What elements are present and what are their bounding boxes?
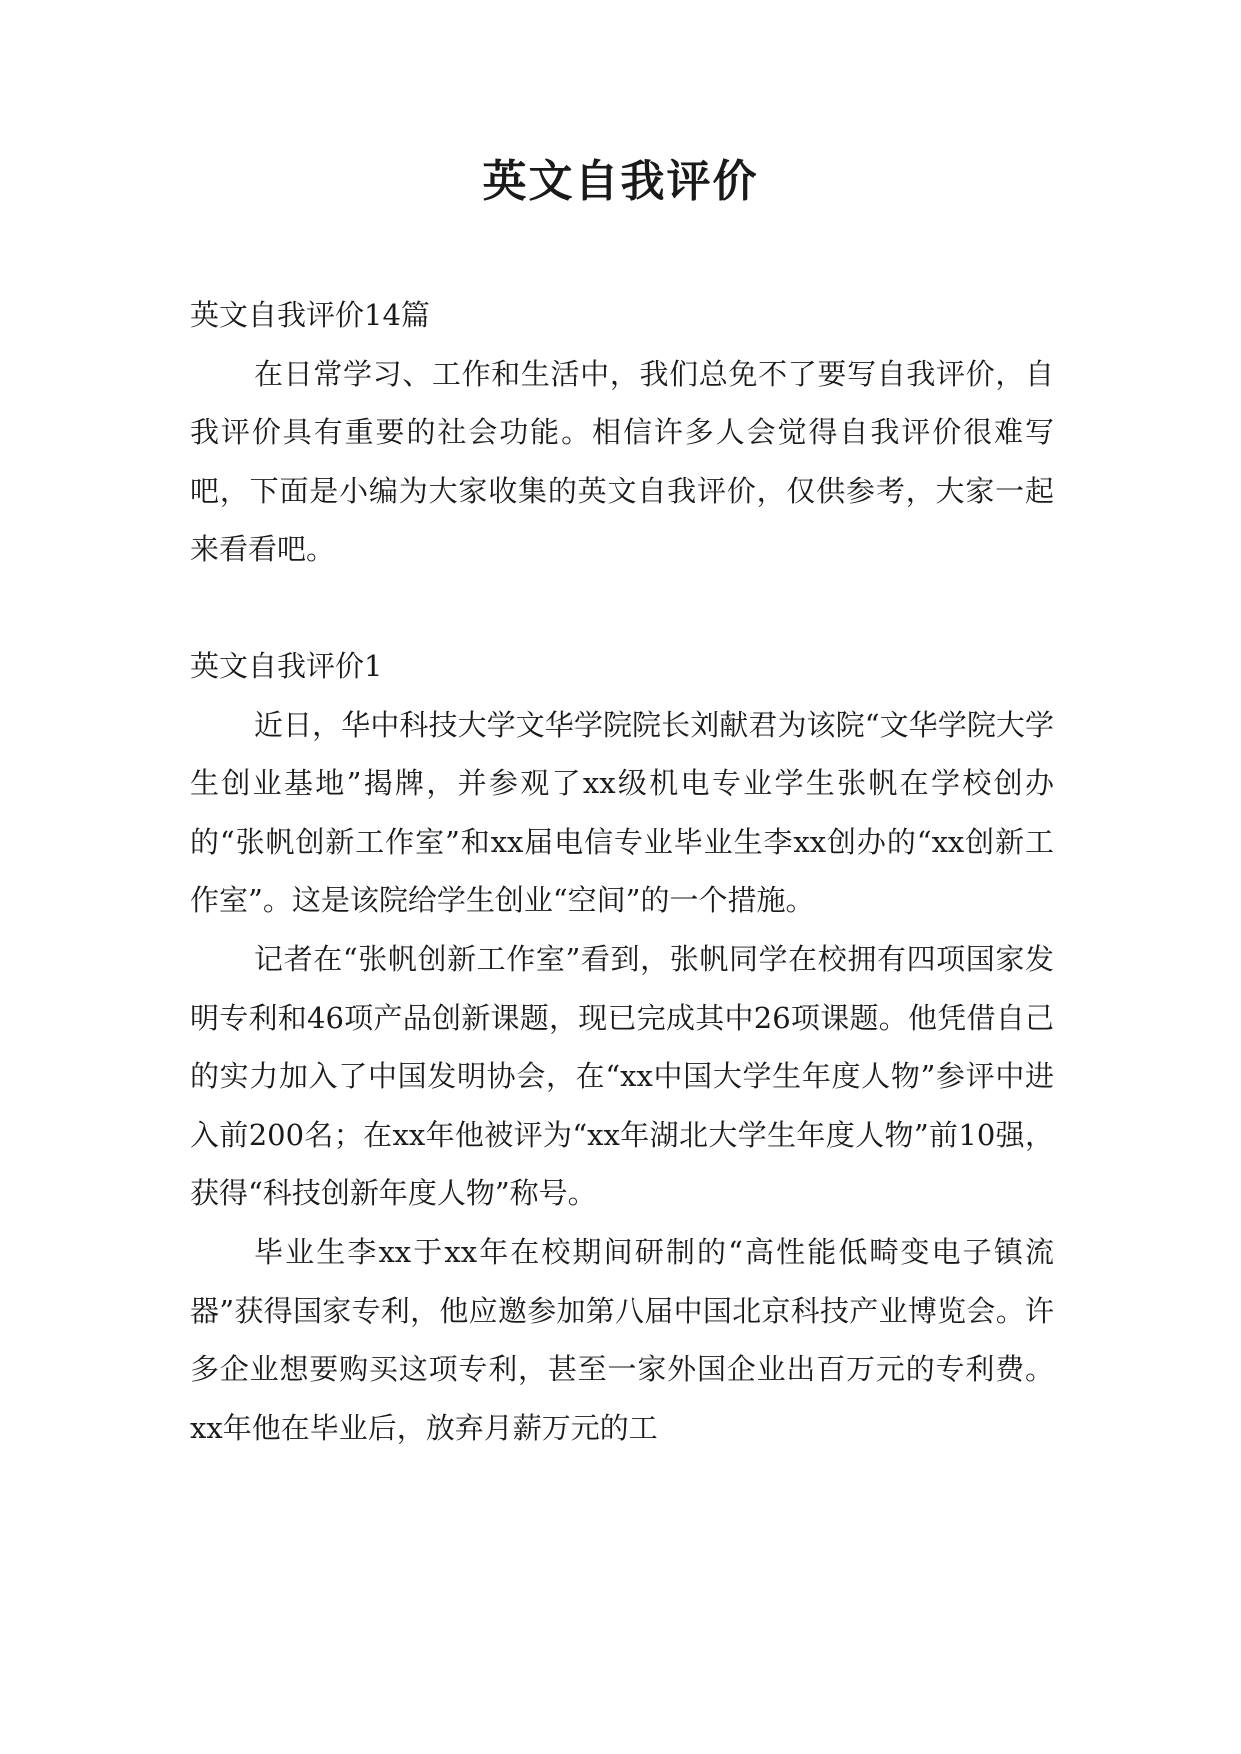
intro-paragraph: 在日常学习、工作和生活中，我们总免不了要写自我评价，自我评价具有重要的社会功能。相信许多人会觉得自我评价很难写吧，下面是小编为大家收集的英文自我评价，仅供参考，大家一起来看看吧。 (190, 356, 1054, 567)
document-subtitle: 英文自我评价14篇 (190, 298, 430, 332)
document-body (190, 286, 1054, 1457)
body-paragraph: 毕业生李xx于xx年在校期间研制的“高性能低畸变电子镇流器”获得国家专利，他应邀参加第八届中国北京科技产业博览会。许多企业想要购买这项专利，甚至一家外国企业出百万元的专利费。xx年他在毕业后，放弃月薪万元的工 (190, 1234, 1054, 1445)
body-paragraph: 近日，华中科技大学文华学院院长刘献君为该院“文华学院大学生创业基地”揭牌，并参观了xx级机电专业学生张帆在学校创办的“张帆创新工作室”和xx届电信专业毕业生李xx创办的“xx创新工作室”。这是该院给学生创业“空间”的一个措施。 (190, 707, 1054, 918)
document-title: 英文自我评价 (482, 156, 759, 207)
section-heading: 英文自我评价1 (190, 648, 383, 683)
body-paragraph: 记者在“张帆创新工作室”看到，张帆同学在校拥有四项国家发明专利和46项产品创新课题，现已完成其中26项课题。他凭借自己的实力加入了中国发明协会，在“xx中国大学生年度人物”参评中进入前200名；在xx年他被评为“xx年湖北大学生年度人物”前10强，获得“科技创新年度人物”称号。 (190, 941, 1054, 1211)
section-gap (190, 579, 1054, 637)
